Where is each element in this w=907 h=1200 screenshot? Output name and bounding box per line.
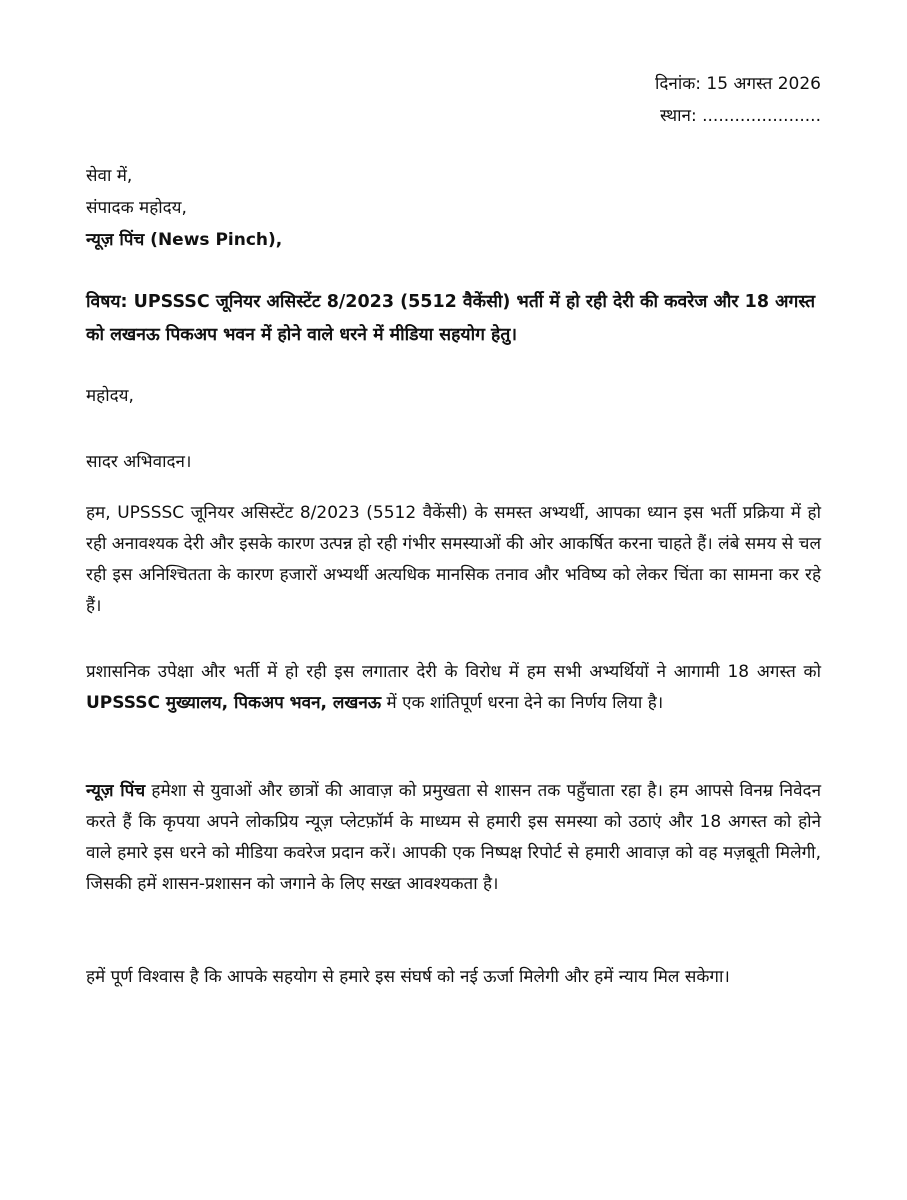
address-line-3: न्यूज़ पिंच (News Pinch), — [86, 230, 283, 250]
paragraph-1: हम, UPSSSC जूनियर असिस्टेंट 8/2023 (5512 वैकेंसी) के समस्त अभ्यर्थी, आपका ध्यान इस भर्ती प्रक्रिया में हो रही अनावश्यक देरी और इसके कारण उत्पन्न हो रही गंभीर समस्याओं की ओर आकर्षित करना चाहते हैं। लंबे समय से चल रही इस अनिश्चितता के कारण हजारों अभ्यर्थी अत्यधिक मानसिक तनाव और भविष्य को लेकर चिंता का सामना कर रहे हैं। — [86, 503, 821, 616]
paragraph-3 — [86, 776, 821, 900]
address-line-2: संपादक महोदय, — [86, 198, 187, 218]
recipient-address — [86, 160, 821, 256]
paragraph-2-venue: UPSSSC मुख्यालय, पिकअप भवन, लखनऊ — [86, 693, 382, 713]
paragraph-3-text: हमेशा से युवाओं और छात्रों की आवाज़ को प्रमुखता से शासन तक पहुँचाता रहा है। हम आपसे विनम्र निवेदन करते हैं कि कृपया अपने लोकप्रिय न्यूज़ प्लेटफ़ॉर्म के माध्यम से हमारी इस समस्या को उठाएं और 18 अगस्त को होने वाले हमारे इस धरने को मीडिया कवरेज प्रदान करें। आपकी एक निष्पक्ष रिपोर्ट से हमारी आवाज़ को वह मज़बूती मिलेगी, जिसकी हमें शासन-प्रशासन को जगाने के लिए सख्त आवश्यकता है। — [86, 781, 821, 894]
paragraph-2-text-before: प्रशासनिक उपेक्षा और भर्ती में हो रही इस लगातार देरी के विरोध में हम सभी अभ्यर्थियों ने आगामी 18 अगस्त को — [86, 662, 821, 682]
paragraph-2-text-after: में एक शांतिपूर्ण धरना देने का निर्णय लिया है। — [381, 693, 664, 713]
address-line-1: सेवा में, — [86, 166, 133, 186]
greeting: सादर अभिवादन। — [86, 452, 192, 472]
date-line: दिनांक: 15 अगस्त 2026 — [654, 74, 821, 94]
place-line: स्थान: ...................... — [660, 106, 821, 126]
letter-subject: विषय: UPSSSC जूनियर असिस्टेंट 8/2023 (5512 वैकेंसी) भर्ती में हो रही देरी की कवरेज और 18 अगस्त को लखनऊ पिकअप भवन में होने वाले धरने में मीडिया सहयोग हेतु। — [86, 292, 816, 345]
paragraph-2 — [86, 657, 821, 719]
paragraph-4: हमें पूर्ण विश्वास है कि आपके सहयोग से हमारे इस संघर्ष को नई ऊर्जा मिलेगी और हमें न्याय मिल सकेगा। — [86, 967, 730, 987]
paragraph-3-publication: न्यूज़ पिंच — [86, 781, 146, 801]
salutation: महोदय, — [86, 386, 134, 406]
letter-meta — [655, 68, 821, 132]
